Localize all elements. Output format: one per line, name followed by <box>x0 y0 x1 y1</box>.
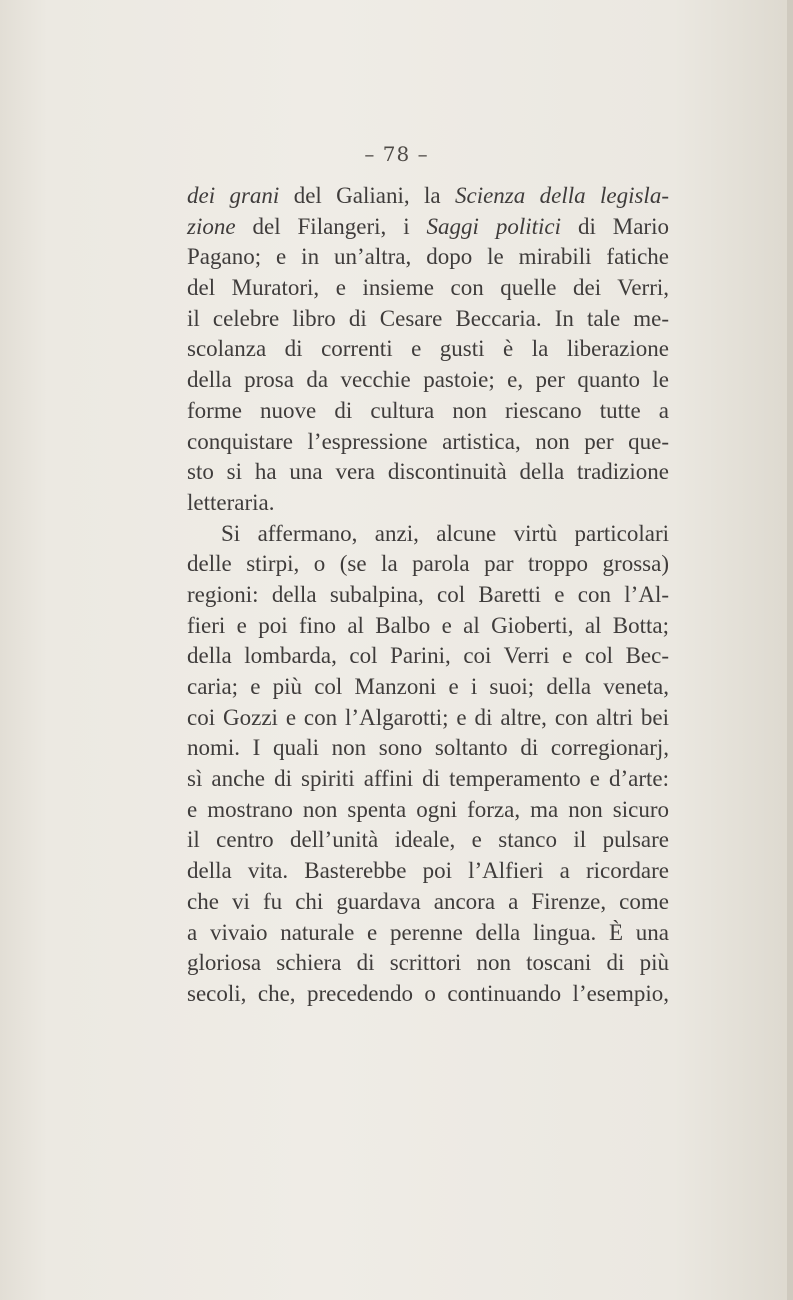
text-segment: della vita. Basterebbe poi l’Alfieri a ricordare <box>187 858 669 884</box>
text-segment: secoli, che, precedendo o continuando l’esempio, <box>187 980 669 1006</box>
text-line <box>187 611 669 642</box>
text-line <box>187 764 669 795</box>
text-line <box>187 519 669 550</box>
text-line <box>187 304 669 335</box>
text-segment: nomi. I quali non sono soltanto di corregionarj, <box>187 735 669 761</box>
text-line <box>187 181 669 212</box>
text-segment: gloriosa schiera di scrittori non toscani di più <box>187 950 669 976</box>
text-line <box>187 580 669 611</box>
text-segment: Si affermano, anzi, alcune virtù particolari <box>221 520 669 546</box>
text-line <box>187 641 669 672</box>
text-segment: della lombarda, col Parini, coi Verri e col Bec- <box>187 643 669 669</box>
text-line <box>187 242 669 273</box>
text-line <box>187 948 669 979</box>
text-line <box>187 795 669 826</box>
text-segment: Pagano; e in un’altra, dopo le mirabili fatiche <box>187 244 669 270</box>
text-segment: del Muratori, e insieme con quelle dei Verri, <box>187 275 669 301</box>
italic-title: zione <box>187 213 236 239</box>
italic-title: dei grani <box>187 183 280 208</box>
text-segment: forme nuove di cultura non riescano tutte a <box>187 397 669 423</box>
text-line <box>187 979 669 1010</box>
text-segment: il centro dell’unità ideale, e stanco il pulsare <box>187 827 669 853</box>
text-segment: del Filangeri, i <box>235 213 427 239</box>
text-segment: caria; e più col Manzoni e i suoi; della veneta, <box>187 674 669 699</box>
text-line <box>187 396 669 427</box>
text-line <box>187 212 669 243</box>
text-line <box>187 427 669 458</box>
text-line <box>187 549 669 580</box>
text-segment: il celebre libro di Cesare Beccaria. In tale me- <box>187 305 669 331</box>
page-edge <box>787 0 793 1300</box>
text-segment: che vi fu chi guardava ancora a Firenze, come <box>187 888 669 914</box>
text-segment: regioni: della subalpina, col Baretti e con l’Al- <box>187 581 669 607</box>
italic-title: Scienza della legisla- <box>454 183 669 208</box>
text-segment: a vivaio naturale e perenne della lingua. È una <box>187 919 669 945</box>
text-line <box>187 856 669 887</box>
page-number: – 78 – <box>364 142 429 166</box>
text-line <box>187 887 669 918</box>
text-line <box>187 488 669 519</box>
body-text <box>187 181 669 1010</box>
text-segment: delle stirpi, o (se la parola par troppo grossa) <box>187 551 669 577</box>
text-line <box>187 672 669 703</box>
text-line <box>187 334 669 365</box>
text-line <box>187 703 669 734</box>
text-line <box>187 457 669 488</box>
text-segment: della prosa da vecchie pastoie; e, per quanto le <box>187 367 669 393</box>
text-segment: letteraria. <box>187 489 275 515</box>
text-segment: scolanza di correnti e gusti è la liberazione <box>187 336 669 362</box>
text-segment: conquistare l’espressione artistica, non per que- <box>187 428 669 454</box>
text-segment: e mostrano non spenta ogni forza, ma non sicuro <box>187 796 669 822</box>
text-line <box>187 825 669 856</box>
text-segment: sto si ha una vera discontinuità della tradizione <box>187 459 669 485</box>
text-segment: sì anche di spiriti affini di temperamento e d’arte: <box>187 766 669 792</box>
text-segment: fieri e poi fino al Balbo e al Gioberti, al Botta; <box>187 612 669 638</box>
text-segment: di Mario <box>561 213 669 239</box>
italic-title: Saggi politici <box>426 213 562 239</box>
text-line <box>187 918 669 949</box>
text-line <box>187 273 669 304</box>
text-line <box>187 365 669 396</box>
text-segment: coi Gozzi e con l’Algarotti; e di altre, con altri bei <box>187 704 669 730</box>
text-line <box>187 733 669 764</box>
text-segment: del Galiani, la <box>279 183 455 208</box>
